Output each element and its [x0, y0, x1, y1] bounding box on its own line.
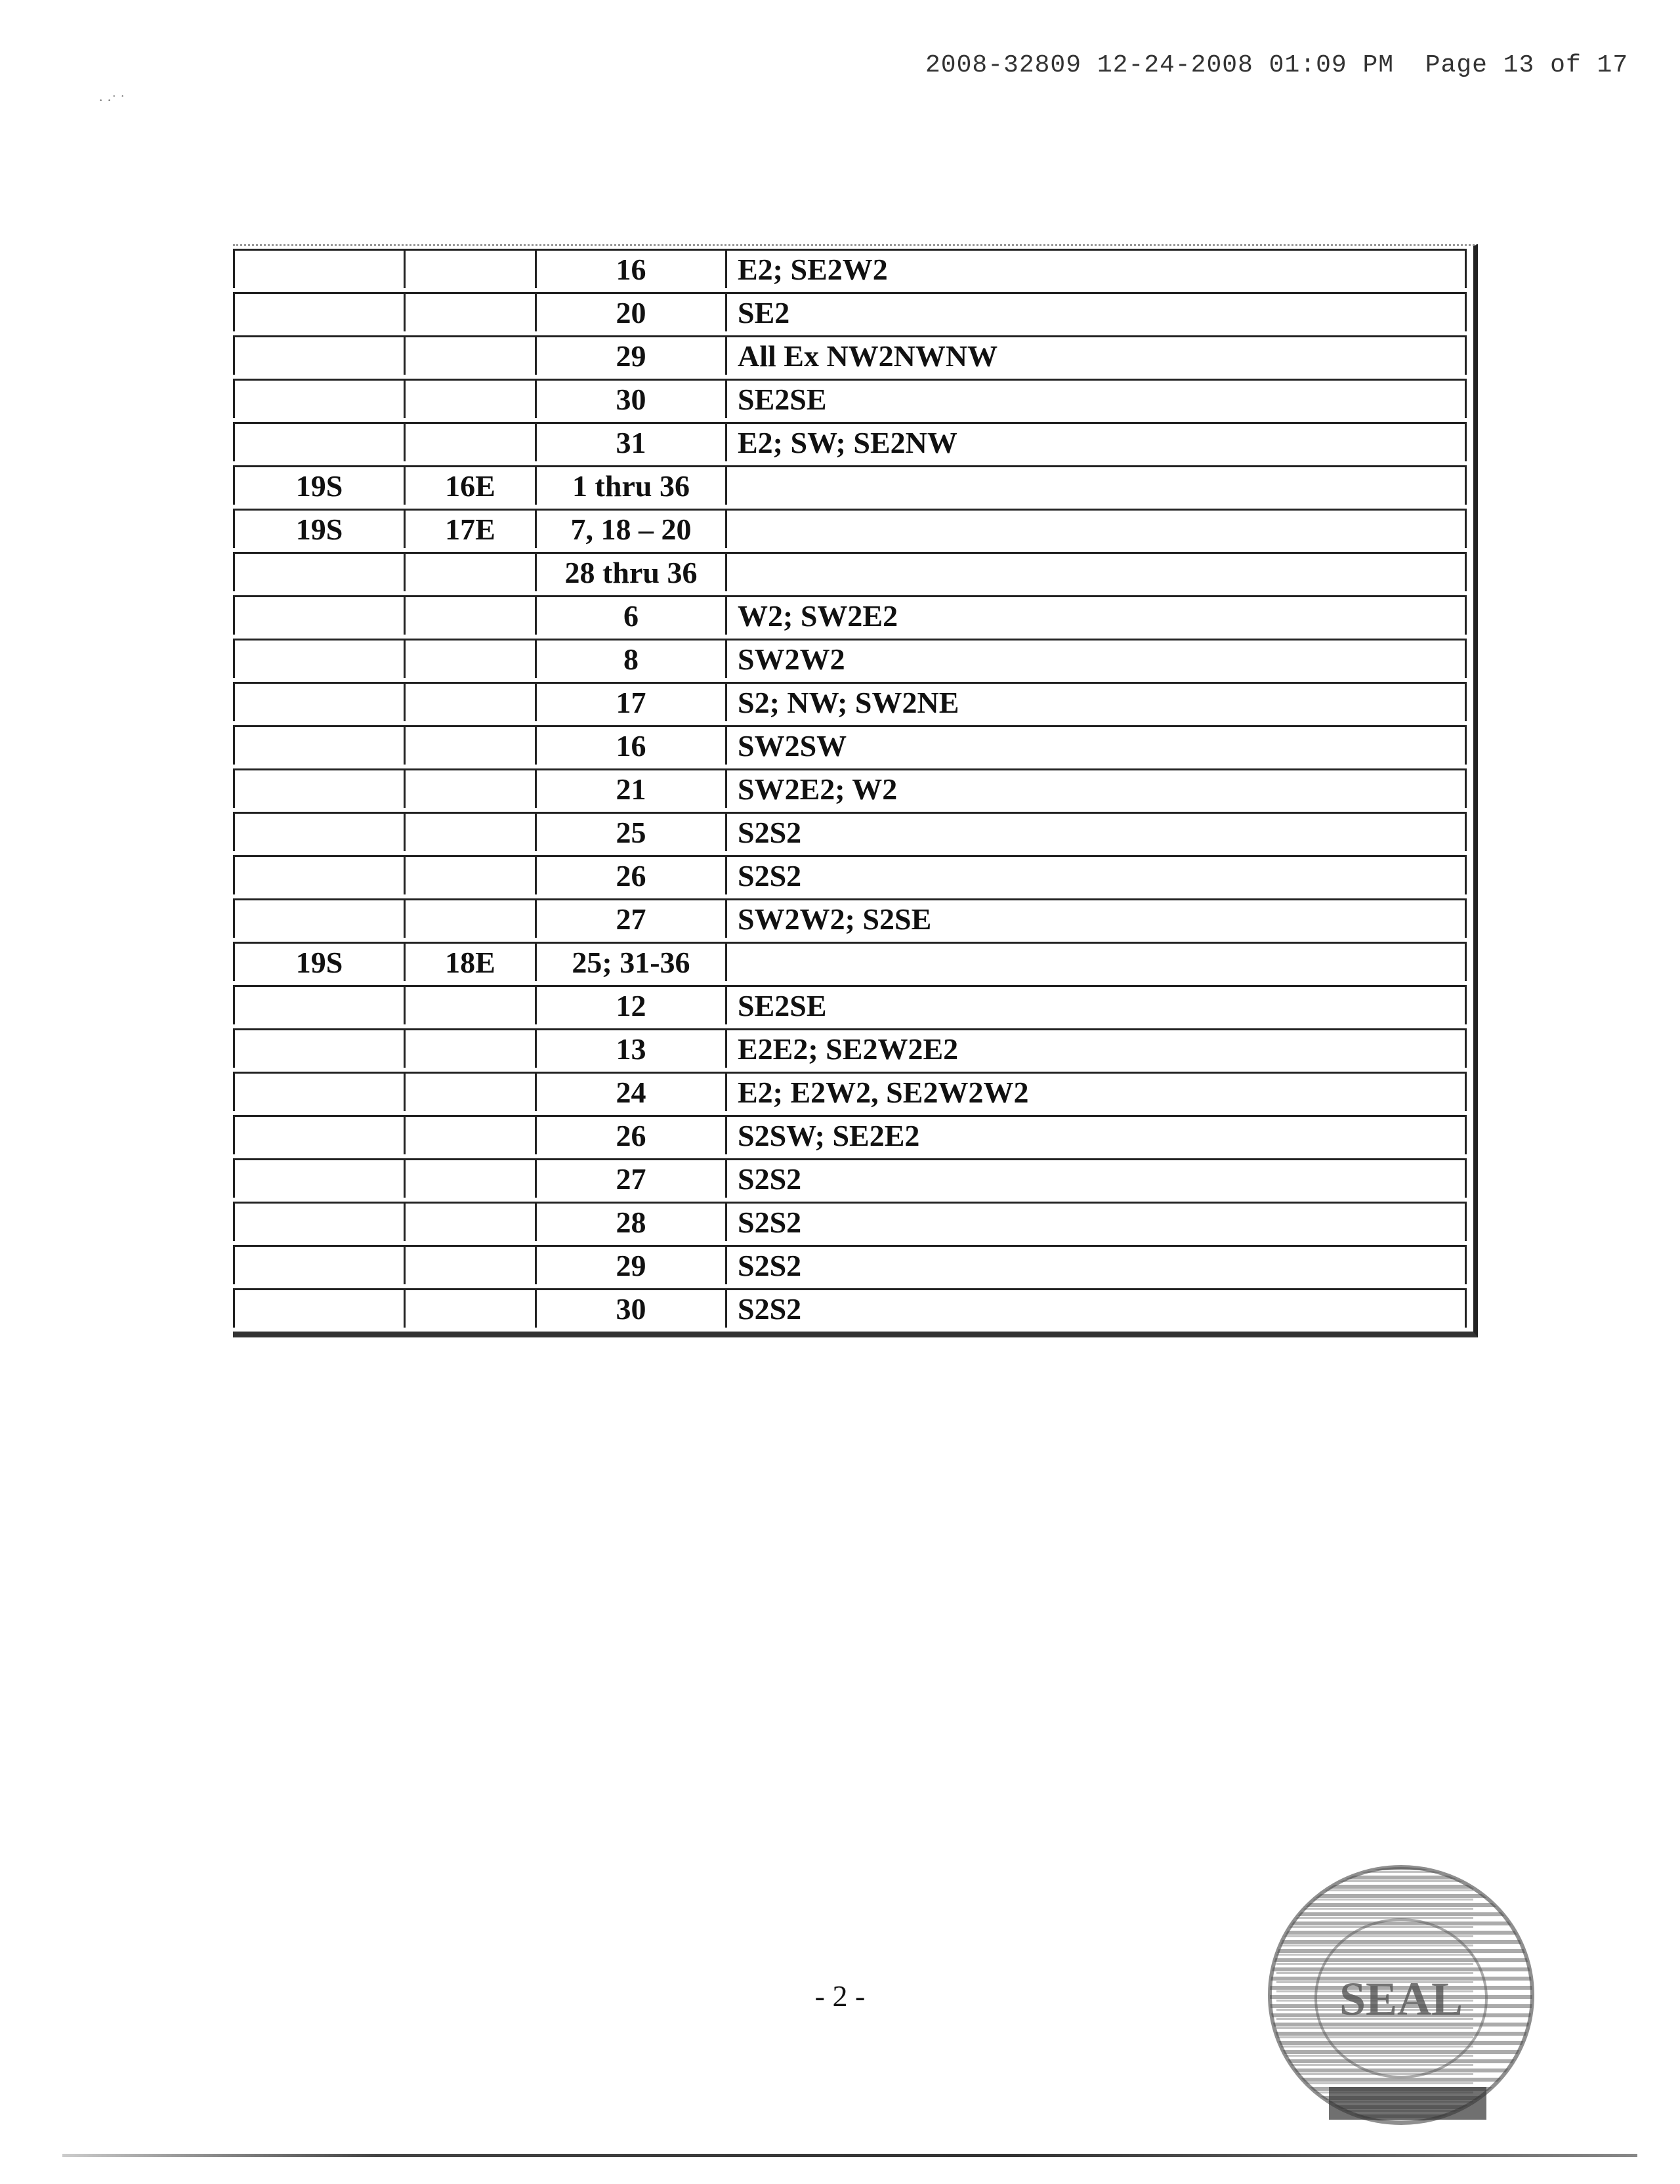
table-row — [233, 725, 1467, 765]
description-cell: S2S2 — [725, 812, 1467, 851]
seal-text: SEAL — [1339, 1973, 1463, 2025]
table-row — [233, 509, 1467, 548]
section-cell: 25 — [535, 812, 725, 851]
table-row — [233, 379, 1467, 418]
table-row — [233, 942, 1467, 981]
range-cell — [404, 985, 535, 1024]
table-row — [233, 1028, 1467, 1068]
table-row — [233, 855, 1467, 894]
township-cell — [233, 249, 404, 288]
bottom-rule — [62, 2154, 1637, 2157]
table-row — [233, 292, 1467, 331]
description-cell — [725, 509, 1467, 548]
table-row — [233, 1072, 1467, 1111]
range-cell — [404, 1115, 535, 1154]
description-cell: All Ex NW2NWNW — [725, 335, 1467, 375]
description-cell: S2S2 — [725, 855, 1467, 894]
description-cell: SW2E2; W2 — [725, 768, 1467, 808]
township-cell — [233, 898, 404, 938]
table-row — [233, 1202, 1467, 1241]
description-cell: W2; SW2E2 — [725, 595, 1467, 635]
township-cell — [233, 1115, 404, 1154]
land-description-table-body — [233, 249, 1467, 1328]
section-cell: 1 thru 36 — [535, 465, 725, 505]
scan-speckle: · ·˙ ˙ — [98, 92, 125, 108]
section-cell: 16 — [535, 249, 725, 288]
description-cell: S2S2 — [725, 1288, 1467, 1328]
section-cell: 28 — [535, 1202, 725, 1241]
description-cell: E2; SW; SE2NW — [725, 422, 1467, 461]
range-cell — [404, 1245, 535, 1284]
table-row — [233, 1115, 1467, 1154]
description-cell: E2E2; SE2W2E2 — [725, 1028, 1467, 1068]
township-cell: 19S — [233, 942, 404, 981]
description-cell: SE2SE — [725, 985, 1467, 1024]
section-cell: 21 — [535, 768, 725, 808]
range-cell — [404, 1158, 535, 1198]
township-cell: 19S — [233, 509, 404, 548]
description-cell: SW2W2 — [725, 639, 1467, 678]
range-cell — [404, 595, 535, 635]
description-cell: S2S2 — [725, 1158, 1467, 1198]
description-cell: S2SW; SE2E2 — [725, 1115, 1467, 1154]
table-row — [233, 1288, 1467, 1328]
section-cell: 20 — [535, 292, 725, 331]
table-row — [233, 595, 1467, 635]
range-cell — [404, 1028, 535, 1068]
range-cell — [404, 812, 535, 851]
township-cell — [233, 725, 404, 765]
description-cell: E2; E2W2, SE2W2W2 — [725, 1072, 1467, 1111]
land-description-table — [233, 245, 1467, 1332]
section-cell: 30 — [535, 1288, 725, 1328]
township-cell — [233, 812, 404, 851]
section-cell: 29 — [535, 1245, 725, 1284]
township-cell — [233, 855, 404, 894]
section-cell: 16 — [535, 725, 725, 765]
range-cell — [404, 552, 535, 591]
section-cell: 29 — [535, 335, 725, 375]
description-cell — [725, 942, 1467, 981]
section-cell: 6 — [535, 595, 725, 635]
township-cell — [233, 292, 404, 331]
section-cell: 25; 31-36 — [535, 942, 725, 981]
description-cell: S2; NW; SW2NE — [725, 682, 1467, 721]
land-description-table-frame — [233, 244, 1478, 1337]
township-cell — [233, 595, 404, 635]
table-row — [233, 985, 1467, 1024]
description-cell: E2; SE2W2 — [725, 249, 1467, 288]
table-row — [233, 249, 1467, 288]
township-cell — [233, 1028, 404, 1068]
table-row — [233, 465, 1467, 505]
range-cell — [404, 639, 535, 678]
range-cell: 17E — [404, 509, 535, 548]
township-cell — [233, 639, 404, 678]
range-cell — [404, 898, 535, 938]
description-cell: S2S2 — [725, 1245, 1467, 1284]
table-row — [233, 422, 1467, 461]
township-cell — [233, 1288, 404, 1328]
table-row — [233, 639, 1467, 678]
range-cell — [404, 249, 535, 288]
range-cell — [404, 725, 535, 765]
description-cell: SW2SW — [725, 725, 1467, 765]
township-cell — [233, 1072, 404, 1111]
range-cell — [404, 292, 535, 331]
range-cell — [404, 1072, 535, 1111]
notary-seal-icon — [1250, 1857, 1552, 2133]
table-row — [233, 898, 1467, 938]
range-cell: 18E — [404, 942, 535, 981]
township-cell — [233, 552, 404, 591]
section-cell: 8 — [535, 639, 725, 678]
section-cell: 26 — [535, 1115, 725, 1154]
section-cell: 31 — [535, 422, 725, 461]
table-row — [233, 768, 1467, 808]
township-cell — [233, 1245, 404, 1284]
table-row — [233, 1245, 1467, 1284]
table-row — [233, 552, 1467, 591]
description-cell: SE2SE — [725, 379, 1467, 418]
description-cell — [725, 552, 1467, 591]
range-cell — [404, 855, 535, 894]
description-cell — [725, 465, 1467, 505]
township-cell: 19S — [233, 465, 404, 505]
range-cell: 16E — [404, 465, 535, 505]
township-cell — [233, 422, 404, 461]
section-cell: 27 — [535, 1158, 725, 1198]
table-row — [233, 1158, 1467, 1198]
section-cell: 30 — [535, 379, 725, 418]
section-cell: 17 — [535, 682, 725, 721]
table-row — [233, 682, 1467, 721]
description-cell: S2S2 — [725, 1202, 1467, 1241]
range-cell — [404, 1202, 535, 1241]
range-cell — [404, 422, 535, 461]
township-cell — [233, 335, 404, 375]
section-cell: 13 — [535, 1028, 725, 1068]
description-cell: SE2 — [725, 292, 1467, 331]
section-cell: 12 — [535, 985, 725, 1024]
description-cell: SW2W2; S2SE — [725, 898, 1467, 938]
township-cell — [233, 985, 404, 1024]
range-cell — [404, 335, 535, 375]
township-cell — [233, 1202, 404, 1241]
section-cell: 7, 18 – 20 — [535, 509, 725, 548]
township-cell — [233, 682, 404, 721]
page-number: - 2 - — [814, 1979, 866, 2013]
section-cell: 24 — [535, 1072, 725, 1111]
township-cell — [233, 1158, 404, 1198]
range-cell — [404, 1288, 535, 1328]
range-cell — [404, 768, 535, 808]
township-cell — [233, 379, 404, 418]
table-row — [233, 335, 1467, 375]
section-cell: 26 — [535, 855, 725, 894]
range-cell — [404, 379, 535, 418]
table-row — [233, 812, 1467, 851]
section-cell: 28 thru 36 — [535, 552, 725, 591]
township-cell — [233, 768, 404, 808]
fax-header-stamp: 2008-32809 12-24-2008 01:09 PM Page 13 of 17 — [925, 51, 1629, 79]
range-cell — [404, 682, 535, 721]
section-cell: 27 — [535, 898, 725, 938]
